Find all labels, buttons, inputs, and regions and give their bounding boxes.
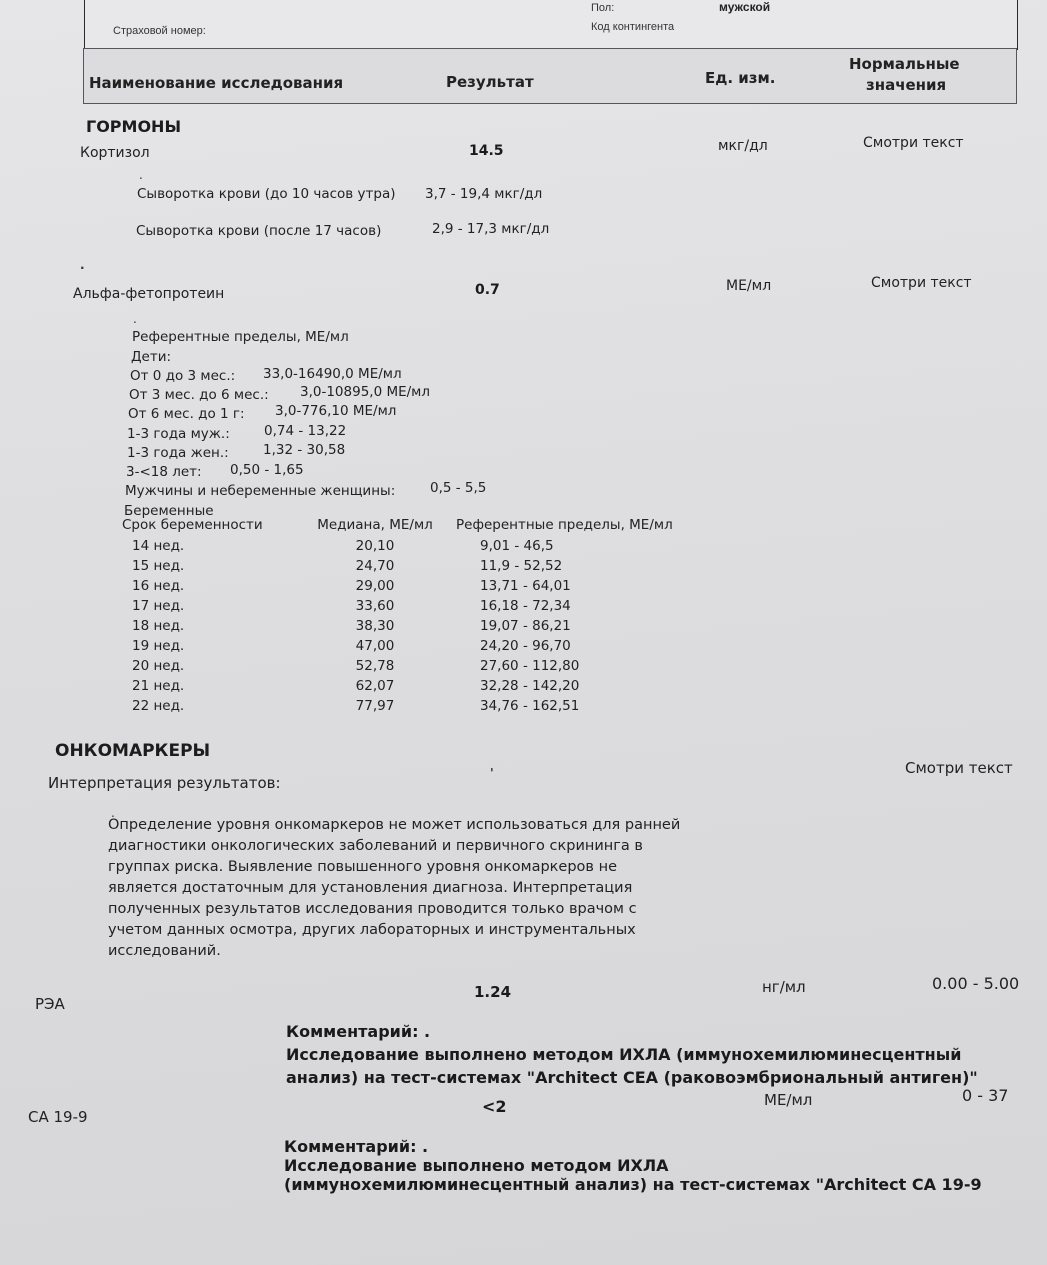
paragraph-line: полученных результатов исследования проводится только врачом с — [108, 901, 637, 917]
cea-comment-title: Комментарий: . — [286, 1022, 431, 1041]
afp-child-range-label: 1-3 года жен.: — [127, 445, 229, 461]
term-cell: 17 нед. — [132, 598, 185, 614]
ca199-result: <2 — [482, 1097, 507, 1116]
column-normal-line2: значения — [866, 76, 947, 94]
cortisol-unit: мкг/дл — [718, 138, 768, 154]
afp-child-range-value: 0,50 - 1,65 — [230, 462, 304, 478]
afp-unit: МЕ/мл — [726, 278, 772, 294]
dot-marker: . — [111, 806, 115, 820]
median-cell: 38,30 — [355, 618, 395, 634]
table-row — [122, 616, 673, 636]
interpretation-name: Интерпретация результатов: — [48, 774, 281, 792]
insurance-label: Страховой номер: — [113, 25, 206, 37]
term-cell: 20 нед. — [132, 658, 185, 674]
median-cell: 47,00 — [355, 638, 395, 654]
range-cell: 34,76 - 162,51 — [480, 698, 580, 714]
table-row — [122, 596, 673, 616]
table-row — [122, 576, 673, 596]
header-median: Медиана, МЕ/мл — [317, 517, 433, 533]
cea-comment-line: Исследование выполнено методом ИХЛА (иммунохемилюминесцентный — [286, 1045, 962, 1064]
header-ref-range: Референтные пределы, МЕ/мл — [456, 517, 673, 533]
range-cell: 9,01 - 46,5 — [480, 538, 554, 554]
afp-child-range-label: От 3 мес. до 6 мес.: — [129, 387, 269, 403]
paragraph-line: диагностики онкологических заболеваний и первичного скрининга в — [108, 838, 643, 854]
term-cell: 19 нед. — [132, 638, 185, 654]
term-cell: 15 нед. — [132, 558, 185, 574]
range-cell: 24,20 - 96,70 — [480, 638, 571, 654]
column-result: Результат — [446, 73, 534, 91]
cea-unit: нг/мл — [762, 978, 806, 996]
column-name: Наименование исследования — [89, 74, 344, 92]
afp-pregnancy-table — [122, 514, 673, 716]
ca199-comment-line: Исследование выполнено методом ИХЛА — [284, 1156, 669, 1175]
cortisol-ref-evening-label: Сыворотка крови (после 17 часов) — [136, 223, 382, 239]
table-row — [122, 536, 673, 556]
cea-result: 1.24 — [474, 983, 512, 1001]
contingent-label: Код контингента — [591, 21, 675, 33]
dot-marker: ' — [490, 766, 494, 780]
column-unit: Ед. изм. — [705, 69, 776, 87]
table-header-row — [122, 514, 673, 536]
gender-value: мужской — [719, 0, 771, 14]
afp-child-range-value: 3,0-10895,0 МЕ/мл — [300, 384, 430, 400]
median-cell: 29,00 — [355, 578, 395, 594]
paragraph-line: группах риска. Выявление повышенного уровня онкомаркеров не — [108, 859, 617, 875]
table-column-header — [83, 48, 1017, 104]
ca199-unit: МЕ/мл — [764, 1091, 813, 1109]
ca199-comment-line: (иммунохемилюминесцентный анализ) на тест-системах "Architect CA 19-9 — [284, 1175, 982, 1194]
paragraph-line: учетом данных осмотра, других лабораторных и инструментальных — [108, 922, 636, 938]
median-cell: 33,60 — [355, 598, 395, 614]
ca199-name: CA 19-9 — [28, 1108, 88, 1126]
cortisol-result: 14.5 — [469, 143, 504, 159]
table-row — [122, 656, 673, 676]
term-cell: 21 нед. — [132, 678, 185, 694]
paragraph-line: является достаточным для установления диагноза. Интерпретация — [108, 880, 633, 896]
cortisol-ref-morning-label: Сыворотка крови (до 10 часов утра) — [137, 186, 396, 202]
dot-marker: . — [133, 312, 137, 326]
interpretation-normal: Смотри текст — [905, 759, 1013, 777]
median-cell: 77,97 — [355, 698, 395, 714]
table-row — [122, 676, 673, 696]
range-cell: 16,18 - 72,34 — [480, 598, 571, 614]
afp-child-range-value: 1,32 - 30,58 — [263, 442, 346, 458]
header-term: Срок беременности — [122, 517, 263, 533]
afp-child-range-label: От 0 до 3 мес.: — [130, 368, 236, 384]
dot-marker: . — [80, 258, 85, 272]
dot-marker: . — [139, 168, 143, 182]
afp-adults-label: Мужчины и небеременные женщины: — [125, 483, 396, 499]
range-cell: 11,9 - 52,52 — [480, 558, 563, 574]
range-cell: 19,07 - 86,21 — [480, 618, 571, 634]
interpretation-paragraph — [108, 815, 680, 962]
median-cell: 24,70 — [355, 558, 395, 574]
paragraph-line: исследований. — [108, 943, 221, 959]
gender-label: Пол: — [591, 2, 615, 14]
afp-child-range-label: От 6 мес. до 1 г: — [128, 406, 245, 422]
cortisol-ref-morning-value: 3,7 - 19,4 мкг/дл — [425, 186, 543, 202]
term-cell: 18 нед. — [132, 618, 185, 634]
term-cell: 22 нед. — [132, 698, 185, 714]
cea-comment-line: анализ) на тест-системах "Architect CEA (раковоэмбриональный антиген)" — [286, 1068, 978, 1087]
cortisol-ref-evening-value: 2,9 - 17,3 мкг/дл — [432, 221, 550, 237]
median-cell: 62,07 — [355, 678, 395, 694]
afp-child-range-value: 3,0-776,10 МЕ/мл — [275, 403, 397, 419]
afp-child-range-value: 0,74 - 13,22 — [264, 423, 347, 439]
term-cell: 14 нед. — [132, 538, 185, 554]
table-row — [122, 556, 673, 576]
afp-adults-value: 0,5 - 5,5 — [430, 480, 487, 496]
afp-name: Альфа-фетопротеин — [73, 286, 225, 302]
cortisol-normal: Смотри текст — [863, 135, 964, 151]
ca199-normal: 0 - 37 — [962, 1086, 1009, 1105]
patient-info-box — [84, 0, 1018, 50]
paragraph-line: Определение уровня онкомаркеров не может использоваться для ранней — [108, 817, 681, 833]
ca199-comment-title: Комментарий: . — [284, 1137, 429, 1156]
cea-normal: 0.00 - 5.00 — [932, 974, 1020, 993]
afp-result: 0.7 — [475, 282, 500, 298]
table-row — [122, 636, 673, 656]
cea-name: РЭА — [35, 995, 65, 1013]
afp-child-range-value: 33,0-16490,0 МЕ/мл — [263, 366, 402, 382]
table-row — [122, 696, 673, 716]
median-cell: 52,78 — [355, 658, 395, 674]
afp-children-title: Дети: — [131, 349, 172, 365]
section-hormones-title: ГОРМОНЫ — [86, 117, 182, 136]
median-cell: 20,10 — [355, 538, 395, 554]
afp-pregnant-title: Беременные — [124, 503, 214, 519]
range-cell: 27,60 - 112,80 — [480, 658, 580, 674]
term-cell: 16 нед. — [132, 578, 185, 594]
afp-child-range-label: 3-<18 лет: — [126, 464, 202, 480]
afp-ref-title: Референтные пределы, МЕ/мл — [132, 329, 349, 345]
range-cell: 13,71 - 64,01 — [480, 578, 571, 594]
column-normal-line1: Нормальные — [849, 55, 960, 73]
section-oncomarkers-title: ОНКОМАРКЕРЫ — [55, 741, 211, 761]
range-cell: 32,28 - 142,20 — [480, 678, 580, 694]
afp-child-range-label: 1-3 года муж.: — [127, 426, 230, 442]
cortisol-name: Кортизол — [80, 145, 150, 161]
afp-normal: Смотри текст — [871, 275, 972, 291]
